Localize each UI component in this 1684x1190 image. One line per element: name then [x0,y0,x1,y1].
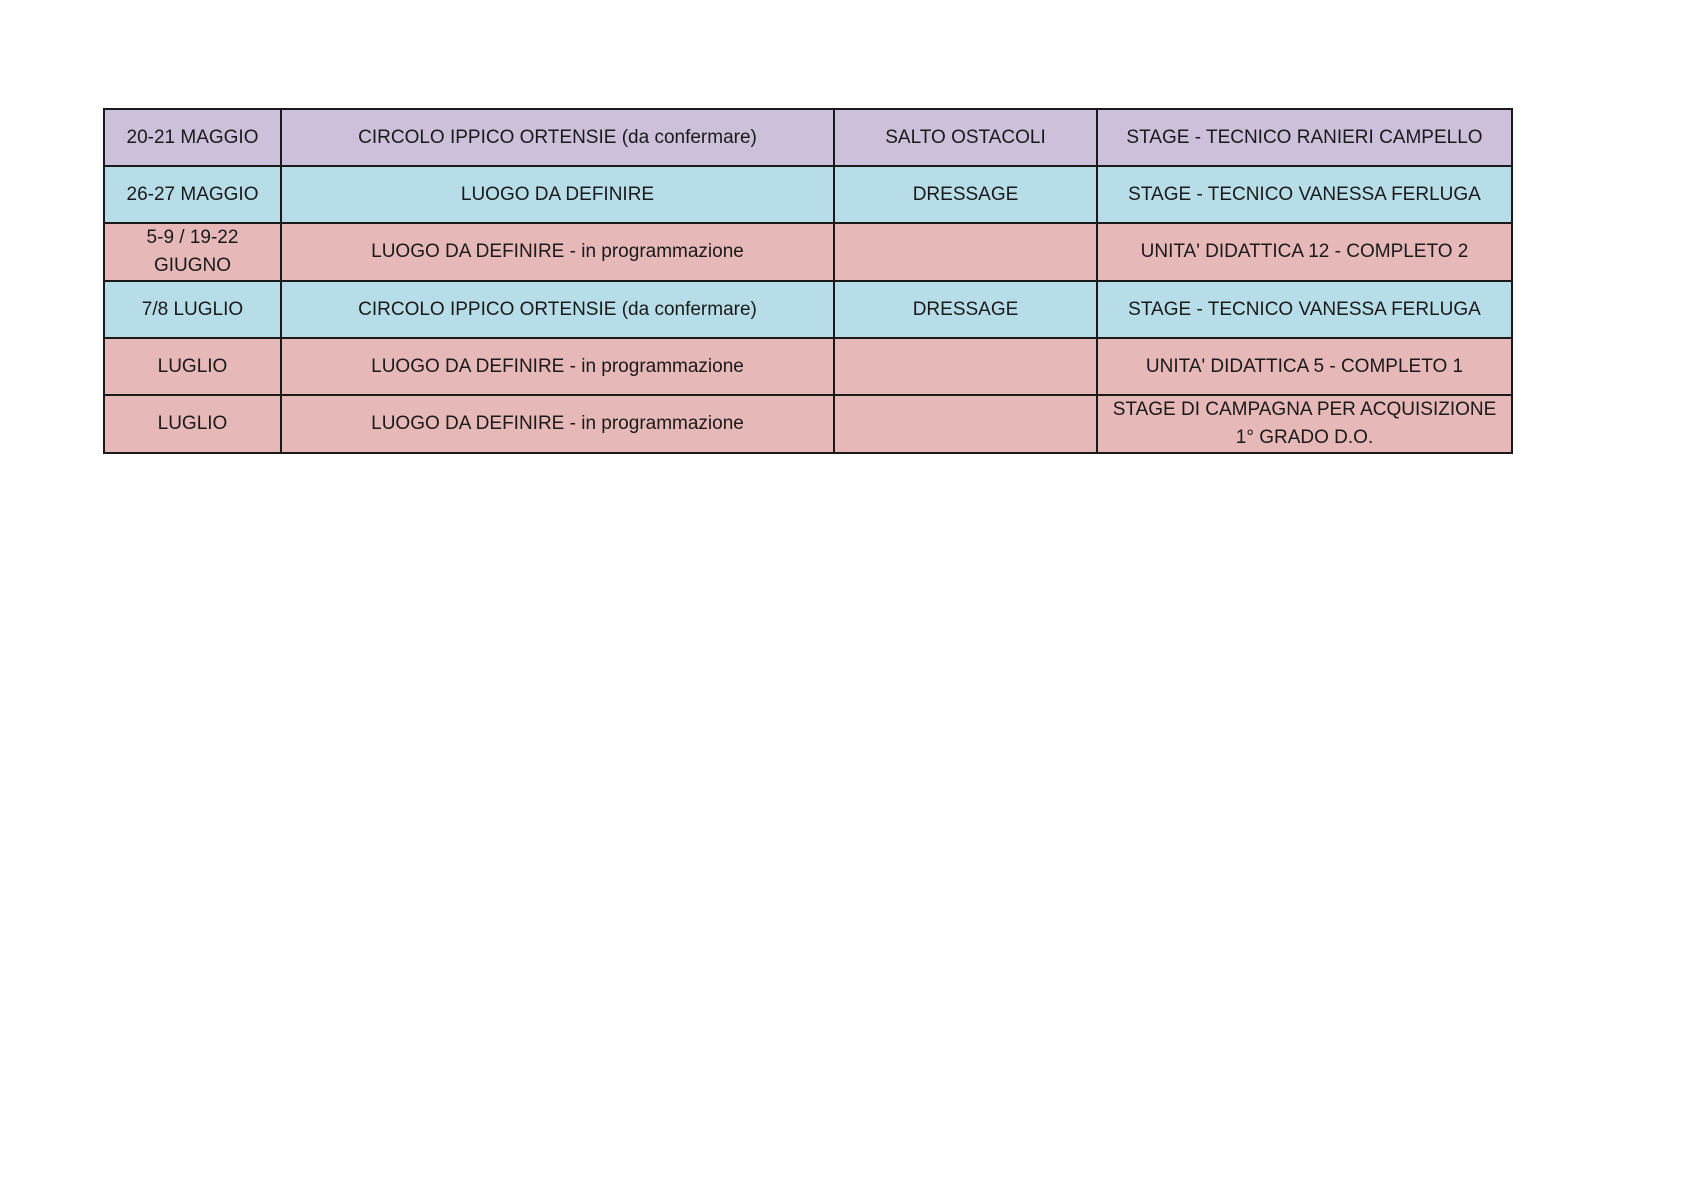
date-cell: 7/8 LUGLIO [104,281,281,338]
event-cell: UNITA' DIDATTICA 12 - COMPLETO 2 [1097,223,1512,281]
event-cell: UNITA' DIDATTICA 5 - COMPLETO 1 [1097,338,1512,395]
discipline-cell [834,395,1097,453]
table-row [104,223,1512,281]
event-cell: STAGE - TECNICO RANIERI CAMPELLO [1097,109,1512,166]
place-cell: CIRCOLO IPPICO ORTENSIE (da confermare) [281,109,834,166]
event-cell: STAGE - TECNICO VANESSA FERLUGA [1097,166,1512,223]
date-cell: 5-9 / 19-22 GIUGNO [104,223,281,281]
date-cell: 20-21 MAGGIO [104,109,281,166]
place-cell: LUOGO DA DEFINIRE - in programmazione [281,338,834,395]
event-cell: STAGE - TECNICO VANESSA FERLUGA [1097,281,1512,338]
table-row [104,166,1512,223]
discipline-cell: DRESSAGE [834,281,1097,338]
table-row [104,109,1512,166]
discipline-cell: DRESSAGE [834,166,1097,223]
table-row [104,338,1512,395]
date-cell: LUGLIO [104,338,281,395]
discipline-cell [834,223,1097,281]
discipline-cell: SALTO OSTACOLI [834,109,1097,166]
place-cell: CIRCOLO IPPICO ORTENSIE (da confermare) [281,281,834,338]
table-row [104,281,1512,338]
discipline-cell [834,338,1097,395]
place-cell: LUOGO DA DEFINIRE [281,166,834,223]
place-cell: LUOGO DA DEFINIRE - in programmazione [281,223,834,281]
table-row [104,395,1512,453]
place-cell: LUOGO DA DEFINIRE - in programmazione [281,395,834,453]
date-cell: LUGLIO [104,395,281,453]
date-cell: 26-27 MAGGIO [104,166,281,223]
schedule-table [103,108,1513,454]
event-cell: STAGE DI CAMPAGNA PER ACQUISIZIONE 1° GRADO D.O. [1097,395,1512,453]
